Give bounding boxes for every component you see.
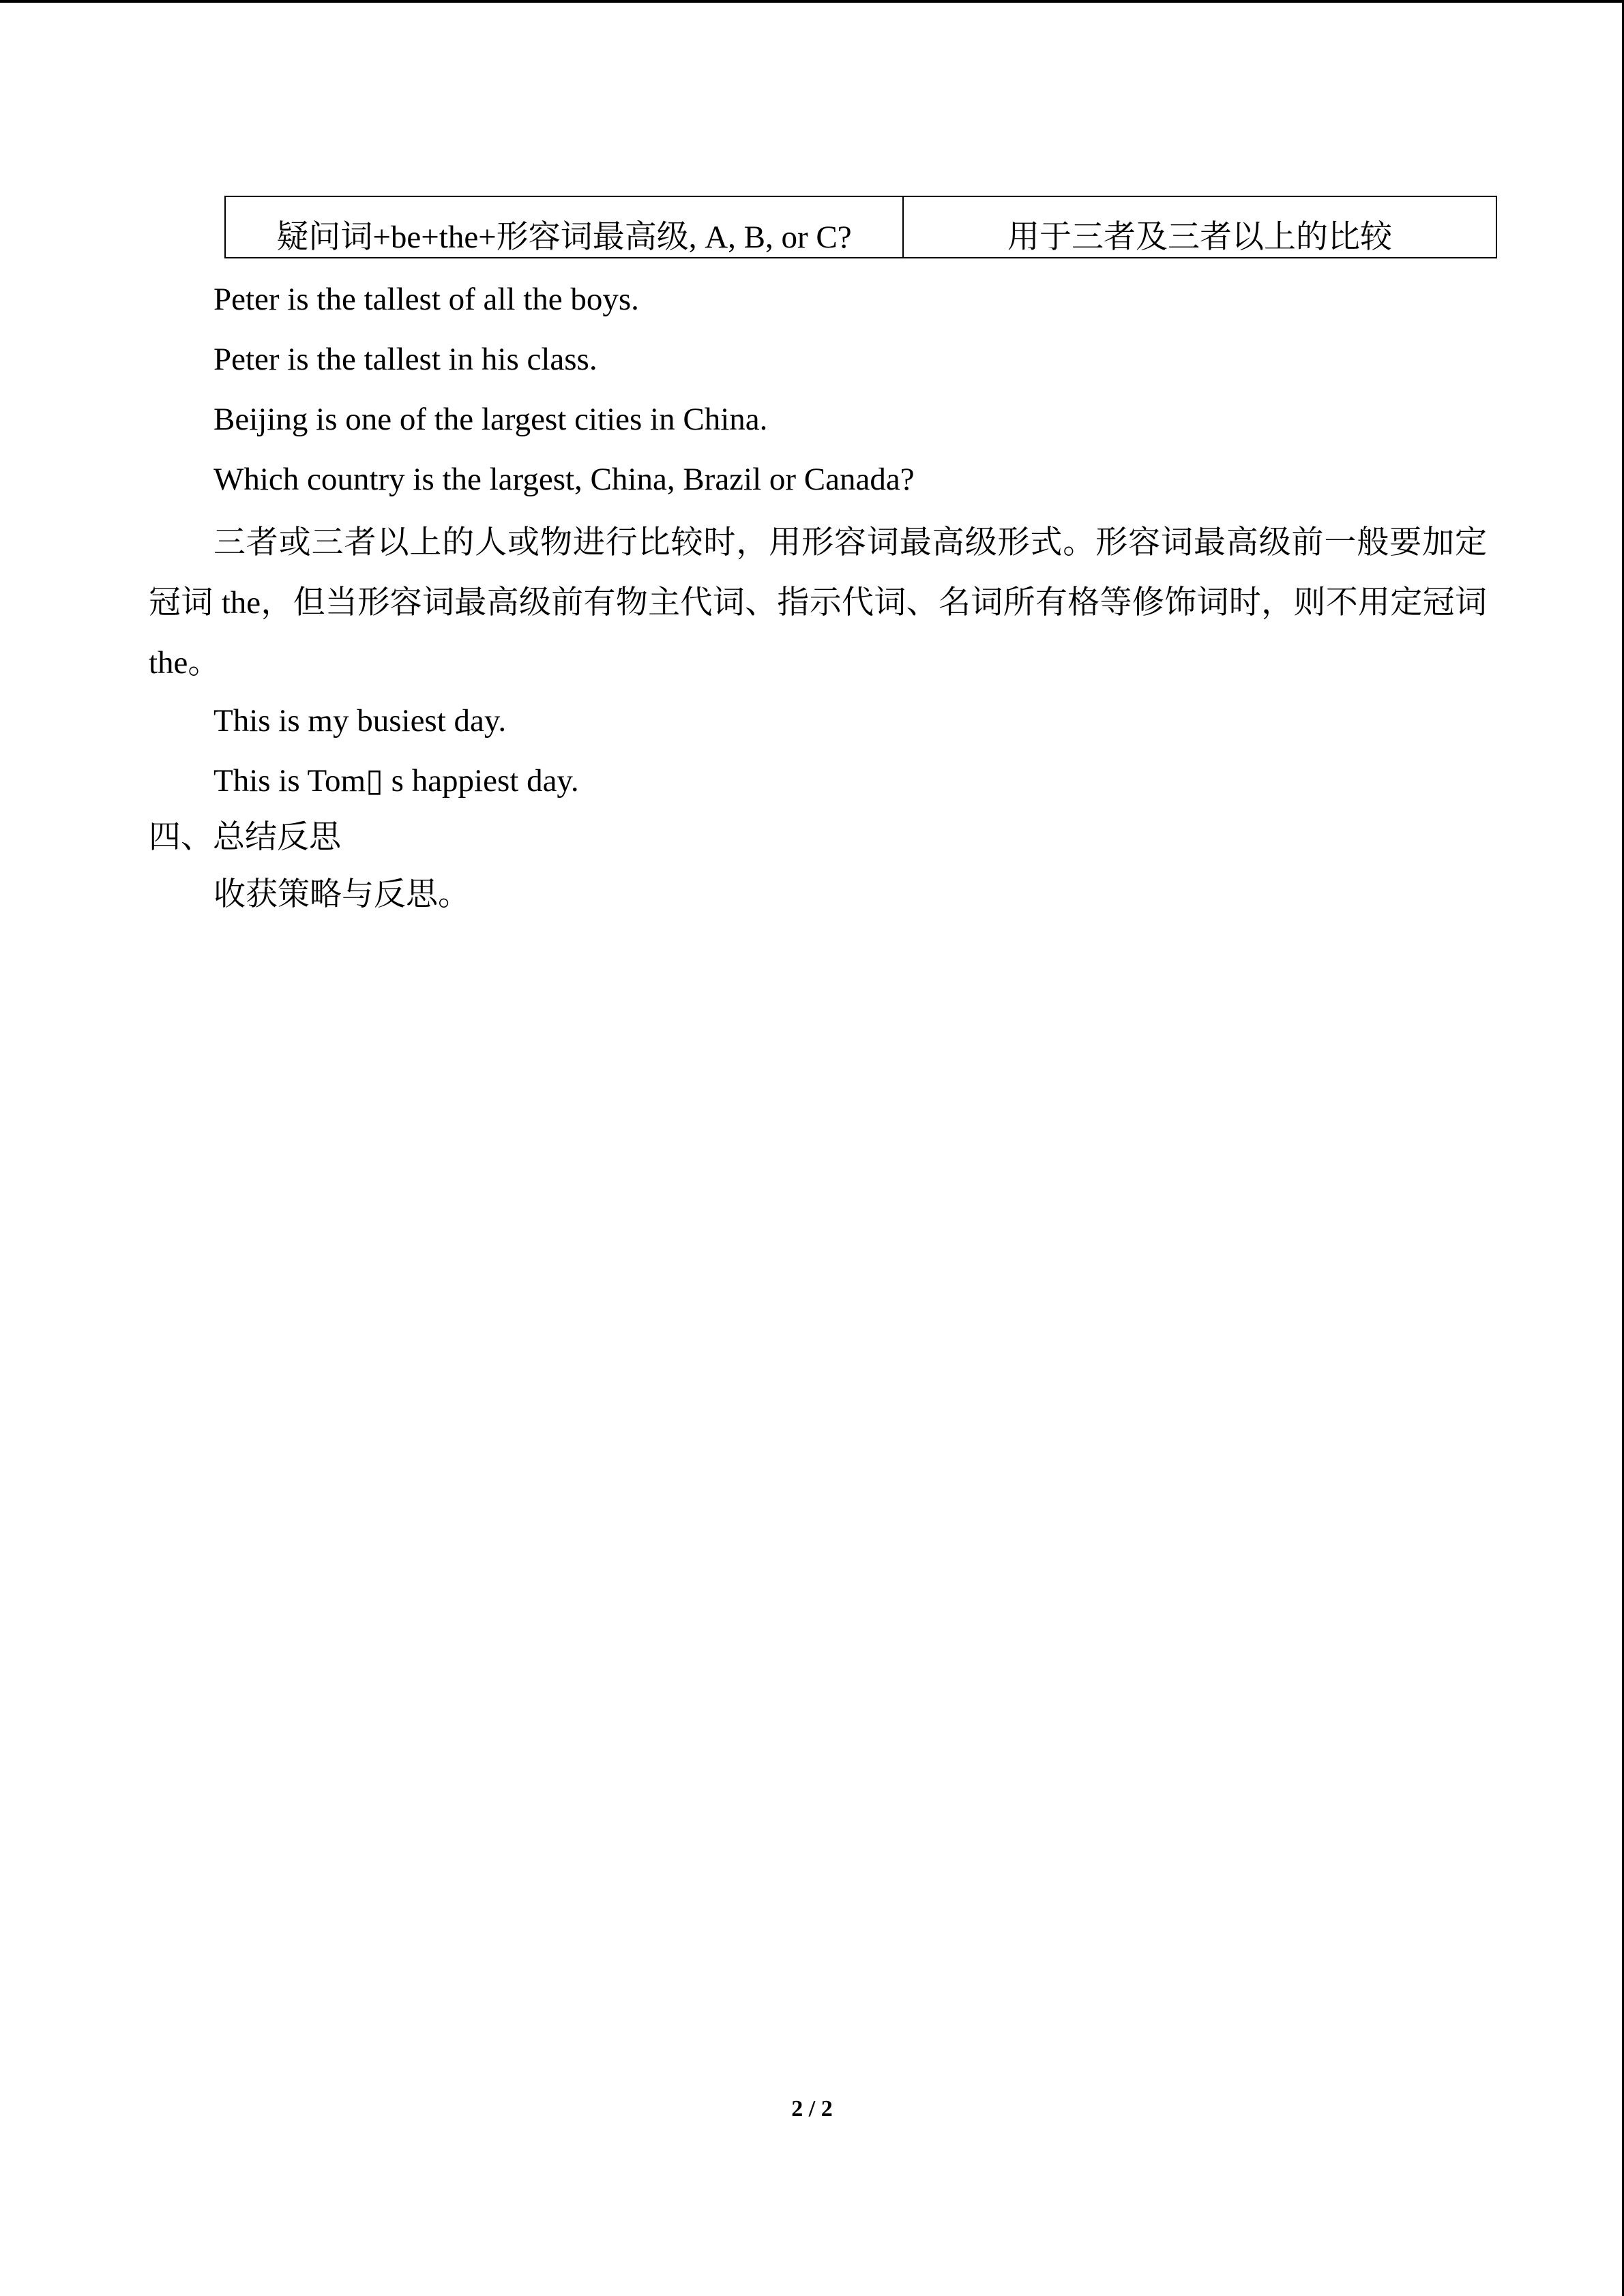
section-text: 收获策略与反思。 <box>213 877 470 912</box>
table-cell-structure: 疑问词+be+the+形容词最高级, A, B, or C? <box>225 196 903 258</box>
example-sentence: Peter is the tallest of all the boys. <box>213 282 639 317</box>
example-sentence: Beijing is one of the largest cities in China. <box>213 402 768 437</box>
example-sentence: This is Tom▯ s happiest day. <box>213 763 579 799</box>
page-top-border <box>0 0 1624 3</box>
rule-paragraph: 三者或三者以上的人或物进行比较时，用形容词最高级形式。形容词最高级前一般要加定冠词 the，但当形容词最高级前有物主代词、指示代词、名词所有格等修饰词时，则不用定冠词 the。 <box>149 525 1487 681</box>
section-heading: 四、总结反思 <box>149 820 341 855</box>
page-number: 2 / 2 <box>791 2096 833 2121</box>
grammar-table <box>224 196 1497 258</box>
table-cell-usage: 用于三者及三者以上的比较 <box>903 196 1496 258</box>
example-sentence: This is my busiest day. <box>213 703 507 739</box>
table-row <box>225 196 1496 258</box>
example-sentence: Peter is the tallest in his class. <box>213 342 597 377</box>
example-sentence: Which country is the largest, China, Brazil or Canada? <box>213 462 915 497</box>
